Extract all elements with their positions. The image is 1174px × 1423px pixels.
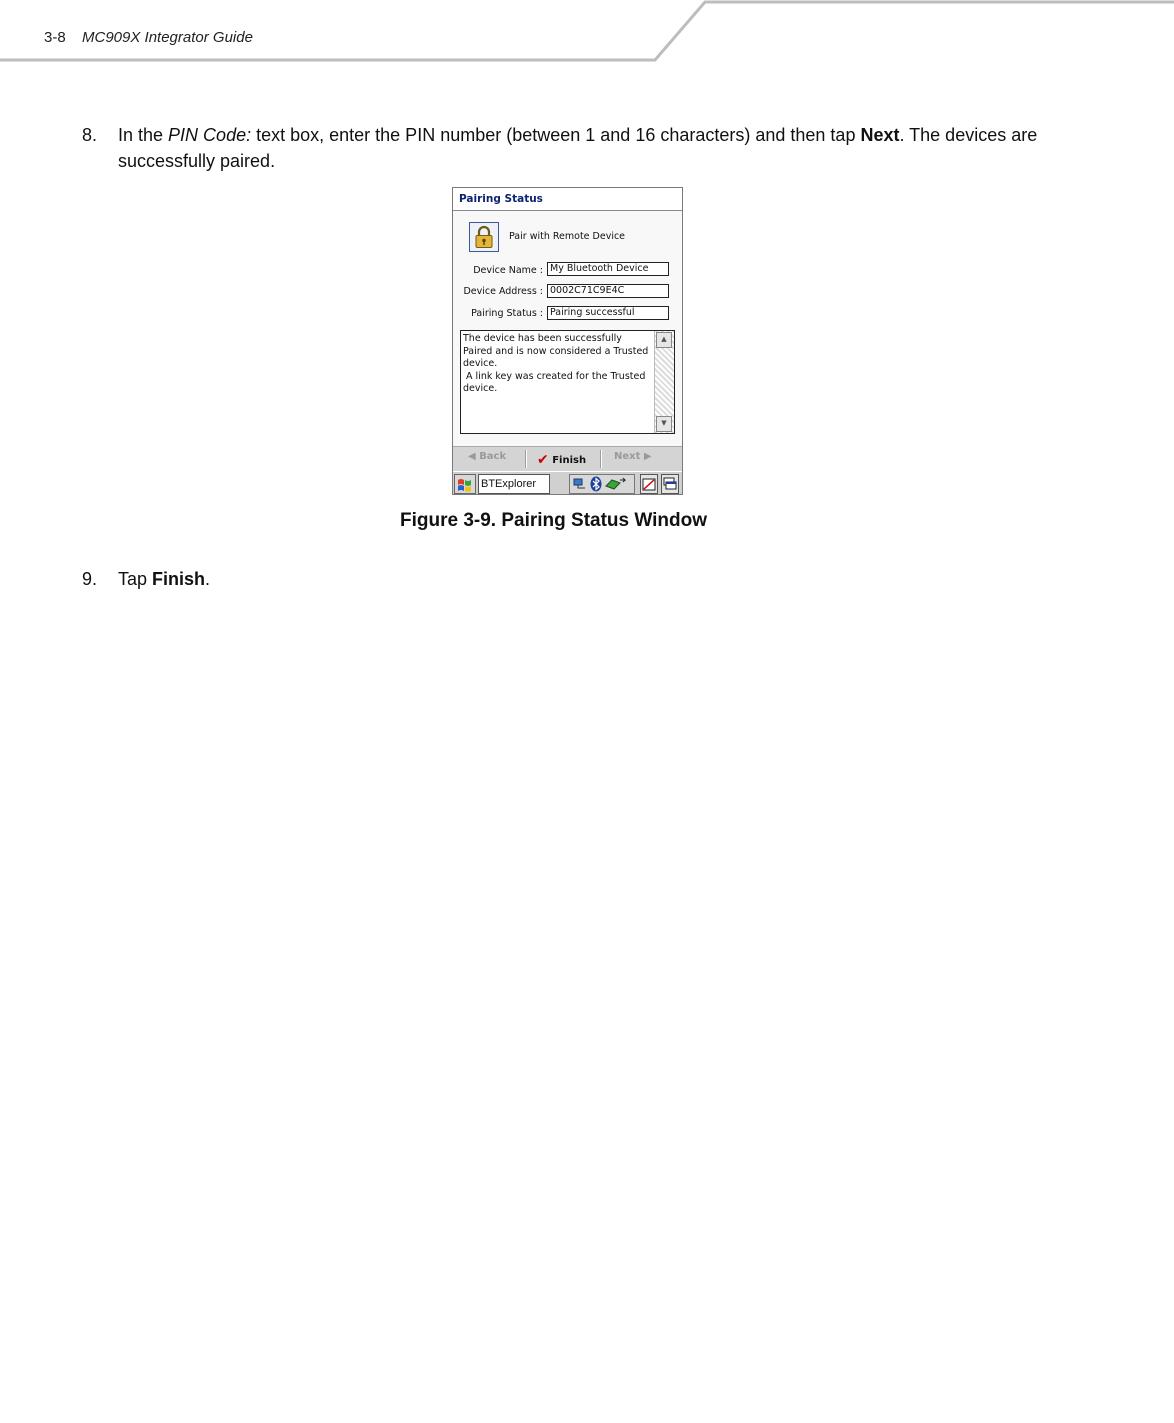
next-button[interactable] — [614, 451, 652, 462]
network-icon[interactable] — [573, 477, 587, 491]
document-title: MC909X Integrator Guide — [82, 29, 253, 46]
device-address-label: Device Address : — [463, 286, 543, 297]
device-address-field[interactable]: 0002C71C9E4C — [547, 284, 669, 298]
message-scrollbar[interactable] — [654, 331, 674, 433]
step-9 — [82, 566, 382, 596]
back-arrow-icon: ◀ — [468, 451, 476, 462]
figure-caption: Figure 3-9. Pairing Status Window — [400, 510, 708, 531]
scroll-up-button[interactable] — [656, 332, 672, 348]
lock-icon — [469, 222, 499, 252]
pairing-status-label: Pairing Status : — [471, 308, 543, 319]
scroll-down-button[interactable] — [656, 416, 672, 432]
button-divider — [600, 450, 602, 468]
next-arrow-icon: ▶ — [643, 451, 652, 462]
back-button-label: Back — [479, 451, 507, 462]
bluetooth-icon[interactable] — [590, 476, 602, 492]
scroll-down-icon: ▼ — [661, 419, 667, 427]
text-run: In the — [118, 125, 169, 145]
window-title: Pairing Status — [459, 193, 543, 205]
device-name-field[interactable]: My Bluetooth Device — [547, 262, 669, 276]
status-message: The device has been successfully Paired and is now considered a Trusted device. A link key was created for the Trusted device. — [463, 333, 649, 394]
pair-with-remote-device-label: Pair with Remote Device — [509, 231, 626, 242]
next-term: Next — [860, 125, 900, 145]
text-run: text box, enter the PIN number (between 1 and 16 characters) and then tap — [251, 125, 861, 145]
finish-button-label: Finish — [552, 455, 587, 466]
step-8 — [82, 122, 1042, 182]
back-button[interactable] — [468, 451, 506, 462]
input-panel-icon[interactable] — [640, 474, 658, 494]
taskbar-app-button[interactable] — [478, 474, 550, 494]
pairing-status-field[interactable]: Pairing successful — [547, 306, 669, 320]
connection-icon[interactable] — [604, 476, 628, 492]
pin-code-term: PIN Code: — [168, 125, 252, 145]
wizard-button-bar — [453, 446, 682, 471]
text-run: . The devices are successfully paired. — [118, 125, 1038, 171]
step-text — [118, 566, 210, 592]
text-run: . — [205, 569, 211, 589]
system-tray — [569, 474, 635, 494]
finish-term: Finish — [152, 569, 206, 589]
step-number: 9. — [82, 569, 98, 589]
pairing-status-screenshot — [452, 187, 683, 495]
status-message-box[interactable] — [460, 330, 675, 434]
finish-button[interactable] — [537, 451, 586, 467]
step-text — [118, 122, 1043, 174]
next-button-label: Next — [614, 451, 641, 462]
step-number: 8. — [82, 125, 98, 145]
taskbar-app-name: BTExplorer — [481, 478, 537, 490]
windows-start-icon[interactable] — [454, 474, 476, 494]
button-divider — [525, 450, 527, 468]
page-number: 3-8 — [44, 29, 66, 46]
taskbar — [453, 471, 682, 495]
switch-window-icon[interactable] — [661, 474, 679, 494]
device-name-label: Device Name : — [473, 265, 543, 276]
scroll-up-icon: ▲ — [661, 335, 667, 343]
text-run: Tap — [118, 569, 153, 589]
checkmark-icon: ✔ — [537, 452, 549, 468]
window-title-bar — [453, 188, 682, 211]
